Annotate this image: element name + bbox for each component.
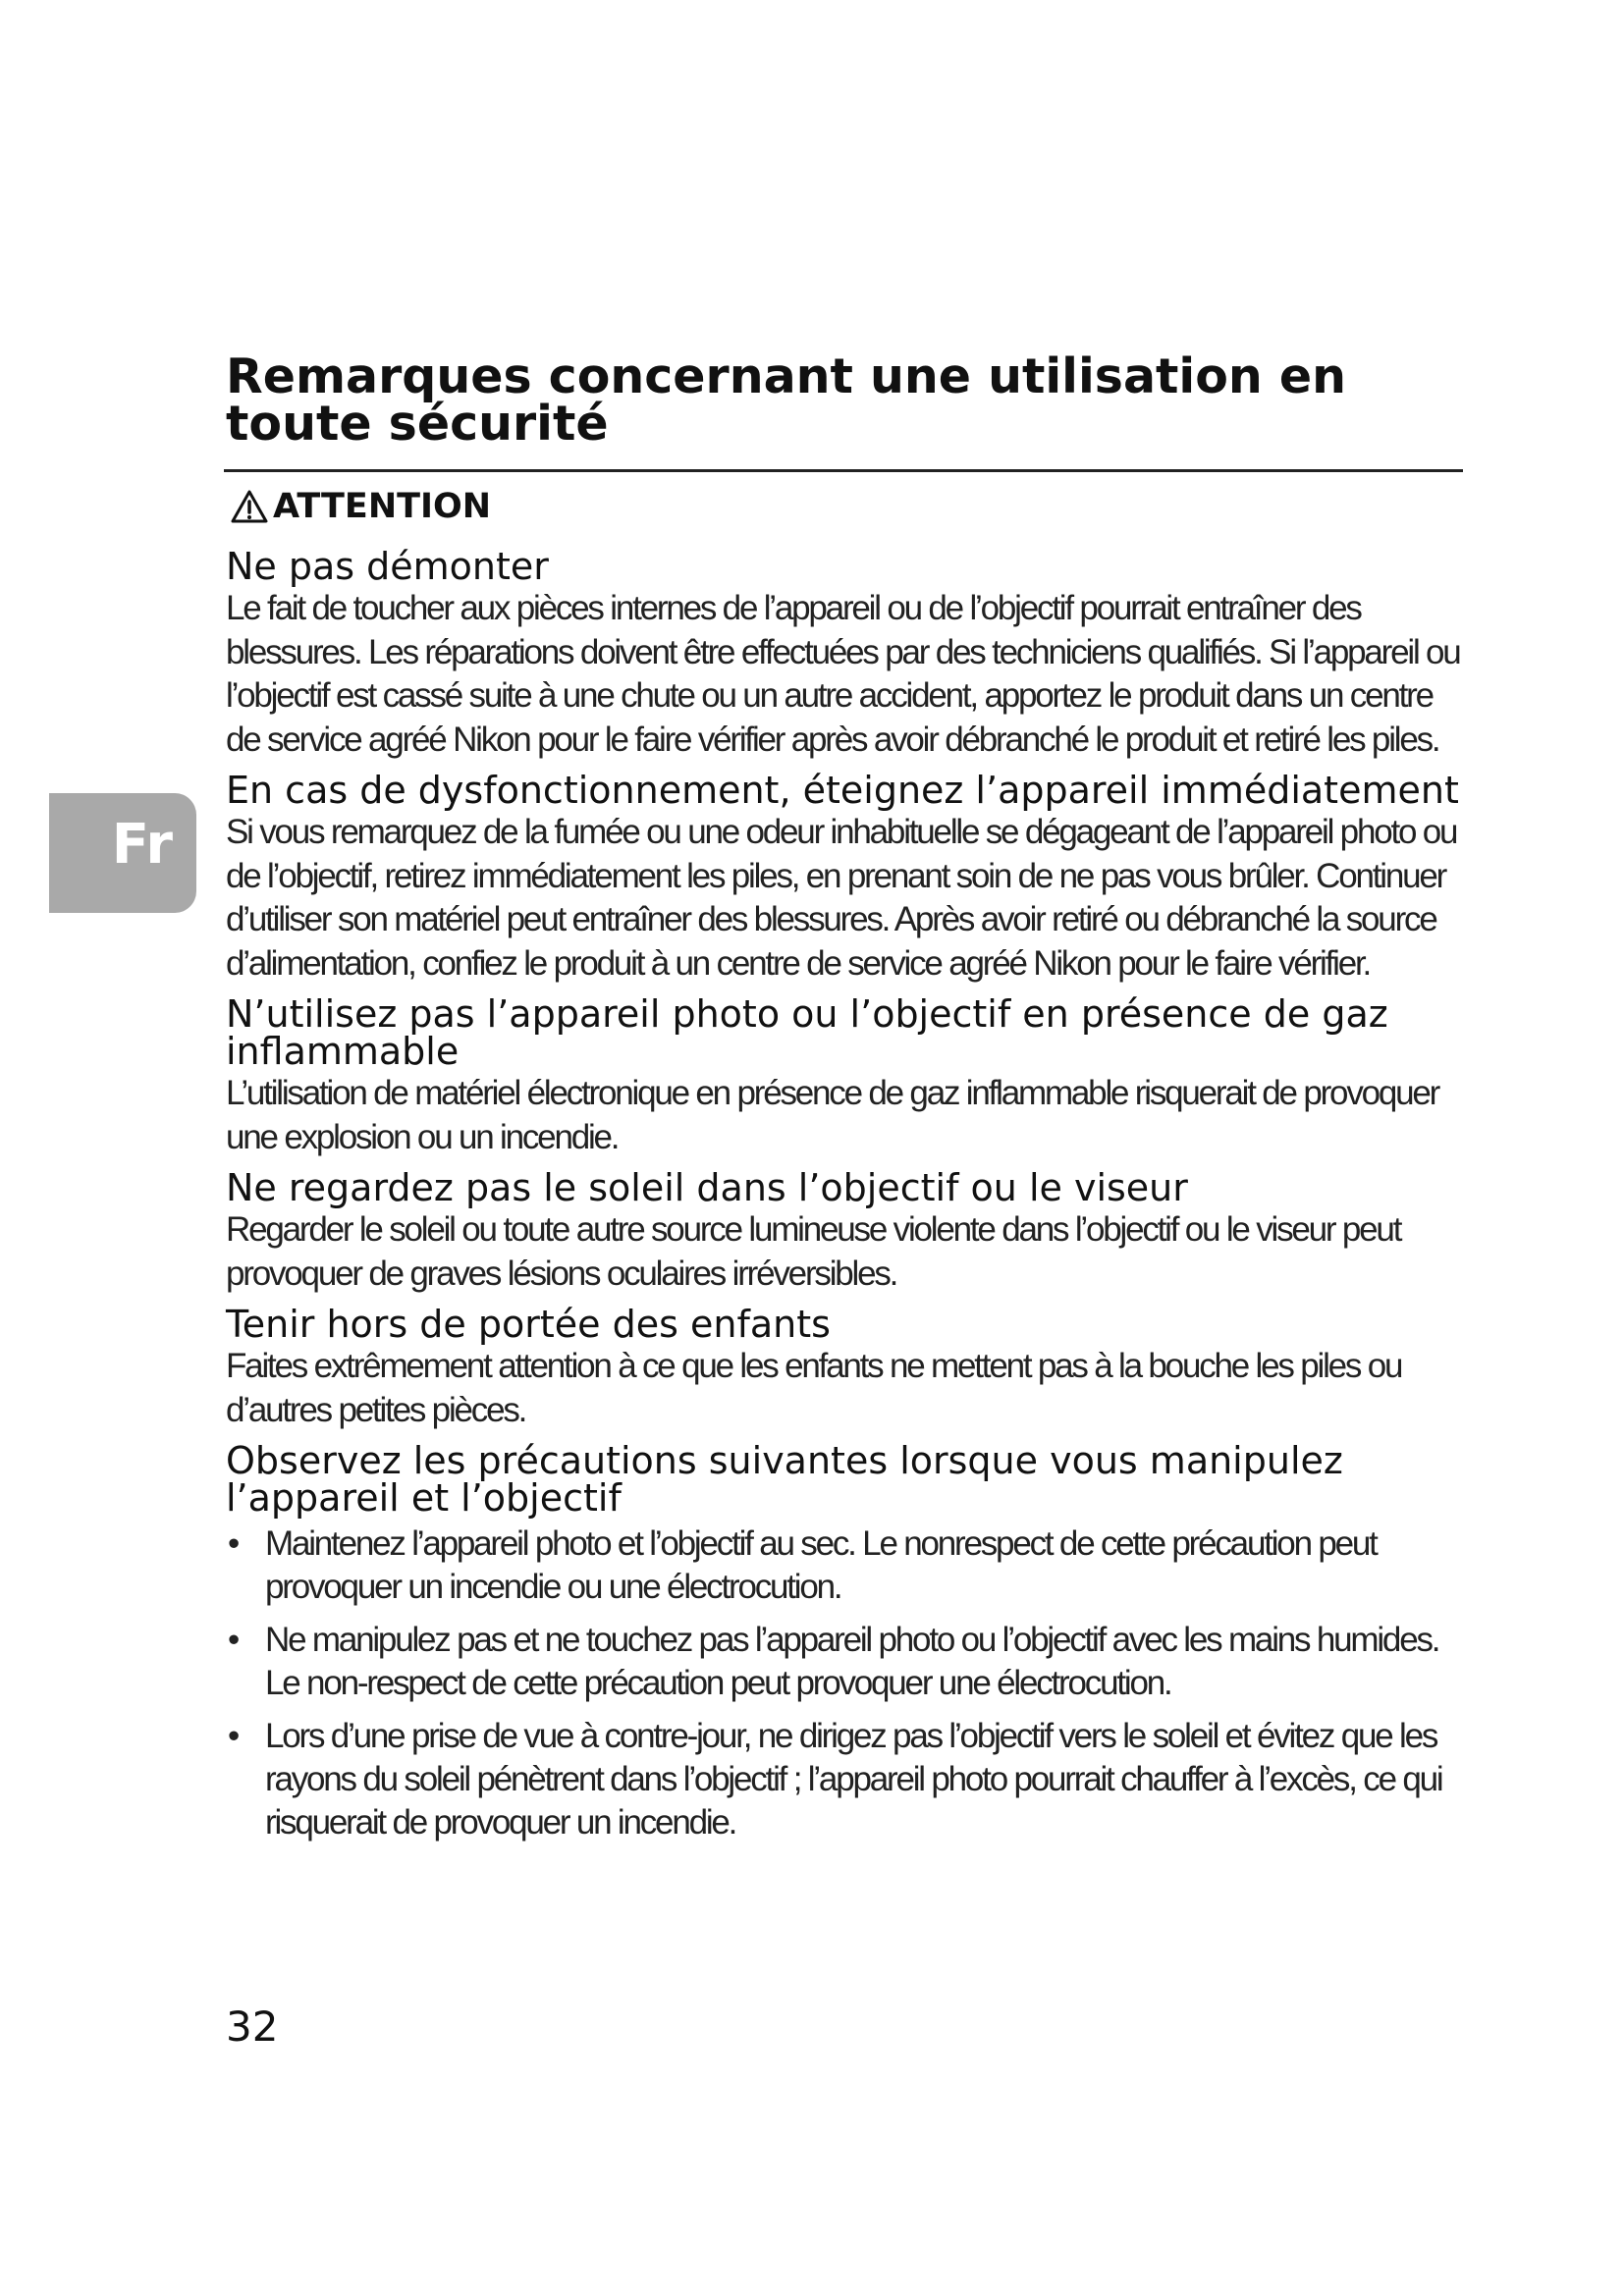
section-dysfonctionnement: [226, 769, 1465, 986]
warning-icon: [230, 489, 269, 524]
section-ne-pas-demonter: [226, 545, 1465, 762]
bullet-icon: •: [228, 1717, 241, 1755]
section-soleil: [226, 1166, 1465, 1296]
section-title: Tenir hors de portée des enfants: [226, 1303, 831, 1346]
section-title: Ne pas démonter: [226, 545, 549, 588]
attention-label: ATTENTION: [273, 487, 492, 526]
list-item: [226, 1522, 1465, 1609]
list-item: [226, 1619, 1465, 1705]
page-number: 32: [226, 2002, 279, 2051]
safety-sections: [226, 545, 1465, 1854]
section-title: En cas de dysfonctionnement, éteignez l’appareil immédiatement: [226, 769, 1459, 812]
section-title: N’utilisez pas l’appareil photo ou l’objectif en présence de gaz inflammable: [226, 992, 1388, 1073]
bullet-icon: •: [228, 1621, 241, 1659]
language-tab: [49, 793, 196, 913]
list-item-text: Maintenez l’appareil photo et l’objectif au sec. Le nonrespect de cette précaution peut provoquer un incendie ou une électrocution.: [265, 1524, 1377, 1606]
section-body: Si vous remarquez de la fumée ou une odeur inhabituelle se dégageant de l’appareil photo ou de l’objectif, retirez immédiatement les piles, en prenant soin de ne pas vous brûler. Continuer d’utiliser son matériel peut entraîner des blessures. Après avoir retiré ou débranché la source d’alimentation, confiez le produit à un centre de service agréé Nikon pour le faire vérifier.: [226, 813, 1457, 983]
section-gaz-inflammable: [226, 992, 1465, 1159]
section-enfants: [226, 1303, 1465, 1432]
attention-heading: [230, 484, 491, 529]
section-body: Faites extrêmement attention à ce que les enfants ne mettent pas à la bouche les piles ou d’autres petites pièces.: [226, 1347, 1402, 1429]
page-title: Remarques concernant une utilisation en toute sécurité: [226, 348, 1346, 452]
section-title: Ne regardez pas le soleil dans l’objectif ou le viseur: [226, 1166, 1188, 1209]
section-precautions: [226, 1439, 1465, 1844]
section-title: Observez les précautions suivantes lorsque vous manipulez l’appareil et l’objectif: [226, 1439, 1343, 1520]
language-tab-label: Fr: [111, 813, 173, 877]
section-body: Regarder le soleil ou toute autre source lumineuse violente dans l’objectif ou le viseur peut provoquer de graves lésions oculaires irréversibles.: [226, 1210, 1401, 1293]
section-body: L’utilisation de matériel électronique en présence de gaz inflammable risquerait de provoquer une explosion ou un incendie.: [226, 1074, 1439, 1156]
bullet-icon: •: [228, 1524, 241, 1563]
title-divider: [224, 469, 1463, 472]
section-body: Le fait de toucher aux pièces internes de l’appareil ou de l’objectif pourrait entraîner des blessures. Les réparations doivent être effectuées par des techniciens qualifiés. Si l’appareil ou l’objectif est cassé suite à une chute ou un autre accident, apportez le produit dans un centre de service agréé Nikon pour le faire vérifier après avoir débranché le produit et retiré les piles.: [226, 589, 1460, 759]
list-item-text: Lors d’une prise de vue à contre-jour, ne dirigez pas l’objectif vers le soleil et évitez que les rayons du soleil pénètrent dans l’objectif ; l’appareil photo pourrait chauffer à l’excès, ce qui risquerait de provoquer un incendie.: [265, 1717, 1442, 1842]
precautions-list: [226, 1522, 1465, 1844]
list-item: [226, 1715, 1465, 1844]
list-item-text: Ne manipulez pas et ne touchez pas l’appareil photo ou l’objectif avec les mains humides. Le non-respect de cette précaution peut provoquer une électrocution.: [265, 1621, 1439, 1702]
